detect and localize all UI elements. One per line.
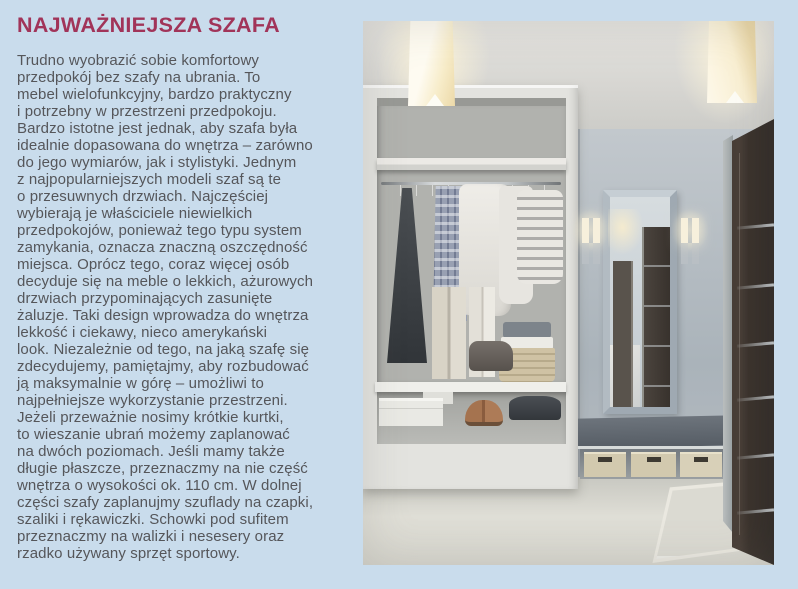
article-body-line: z najpopularniejszych modeli szaf są te — [17, 171, 282, 188]
wall-sconce-left — [582, 218, 600, 264]
hallway-photo — [363, 21, 774, 565]
article-body-line: lekkość i ciekawy, nieco amerykański — [17, 324, 268, 341]
handbag — [469, 341, 513, 371]
wall-mirror — [603, 190, 677, 414]
upper-shelf — [377, 158, 566, 170]
article-body-line: długie płaszcze, przeznaczmy na nie część — [17, 460, 308, 477]
article-body-line: zamykania, oznacza znaczną oszczędność — [17, 239, 308, 256]
brown-boots — [465, 400, 503, 426]
article-body-line: przeznaczmy na walizki i nesesery oraz — [17, 528, 285, 545]
article-body-line: look. Niezależnie od tego, na jaką szafę się — [17, 341, 310, 358]
lamp-shade-fold — [726, 91, 744, 103]
mirror-reflection-glow — [608, 209, 644, 255]
article-body-line: zdecydujemy, pamiętajmy, aby rozbudować — [17, 358, 309, 375]
article-body-line: decyduje się na meble o lekkich, ażurowych — [17, 273, 314, 290]
article-body-line: szaliki i rękawiczki. Schowki pod sufitem — [17, 511, 289, 528]
mirror-reflection-door-left — [613, 261, 633, 407]
storage-box — [379, 398, 443, 426]
door-stripe — [737, 283, 774, 289]
door-stripe — [737, 341, 774, 347]
wardrobe-niche — [377, 98, 566, 382]
article-body-line: na dwóch poziomach. Jeśli mamy także — [17, 443, 285, 460]
niche-top-shadow — [377, 98, 566, 106]
article-body-line: wnętrza o wysokości ok. 110 cm. W dolnej — [17, 477, 302, 494]
cube-lamp-right — [707, 21, 757, 103]
article-body-line: do jego wymiarów, jak i stylistyki. Jednym — [17, 154, 297, 171]
striped-shirt — [517, 190, 563, 284]
article-body — [17, 52, 362, 562]
article-body-line: Trudno wyobrazić sobie komfortowy — [17, 52, 260, 69]
article-body-line: przedpokój bez szafy na ubrania. To — [17, 69, 261, 86]
article-body-line: części szafy zaplanujmy szuflady na czapki, — [17, 494, 314, 511]
lamp-shade-fold — [426, 94, 444, 106]
door-stripe — [737, 395, 774, 401]
article-body-line: drzwiach przypominających zasunięte — [17, 290, 273, 307]
bench-seat — [578, 415, 731, 448]
dark-shoes — [509, 396, 561, 420]
folded-blanket — [503, 322, 551, 338]
article-body-line: mebel wielofunkcyjny, bardzo praktyczny — [17, 86, 292, 103]
bench-drawer-2 — [631, 452, 676, 477]
cube-lamp-left — [408, 21, 455, 106]
article-body-line: i potrzebny w przestrzeni przedpokoju. — [17, 103, 277, 120]
article-title: NAJWAŻNIEJSZA SZAFA — [17, 13, 280, 37]
door-stripe — [737, 223, 774, 229]
bench-drawer-3 — [680, 452, 722, 477]
mirror-reflection-door-right — [642, 227, 670, 407]
door-frame — [723, 133, 733, 533]
wall-sconce-right — [681, 218, 699, 264]
bench-drawer-1 — [584, 452, 626, 477]
entry-door — [732, 119, 774, 565]
middle-board — [375, 382, 566, 392]
wardrobe-unit — [363, 85, 578, 489]
door-stripe — [737, 508, 774, 514]
dark-dress — [387, 188, 427, 363]
article-body-line: to wieszanie ubrań możemy zaplanować — [17, 426, 290, 443]
hanging-pants — [432, 287, 466, 379]
article-body-line: miejsca. Oprócz tego, coraz więcej osób — [17, 256, 290, 273]
article-body-line: żaluzje. Taki design wprowadza do wnętrza — [17, 307, 309, 324]
article-body-line: ją maksymalnie w górę – umożliwi to — [17, 375, 264, 392]
article-body-line: przedpokojów, ponieważ tego typu system — [17, 222, 302, 239]
article-body-line: najpełniejsze wykorzystanie przestrzeni. — [17, 392, 288, 409]
article-body-line: o przesuwnych drzwiach. Najczęściej — [17, 188, 269, 205]
article-body-line: Bardzo istotne jest jednak, aby szafa była — [17, 120, 298, 137]
article-body-line: rzadko używany sprzęt sportowy. — [17, 545, 240, 562]
article-body-line: idealnie dopasowana do wnętrza – zarówno — [17, 137, 313, 154]
lower-cubby — [377, 392, 566, 444]
article-body-line: Jeżeli przeważnie nosimy krótkie kurtki, — [17, 409, 284, 426]
door-stripe — [737, 453, 774, 459]
article-body-line: wybierają je właściciele niewielkich — [17, 205, 253, 222]
